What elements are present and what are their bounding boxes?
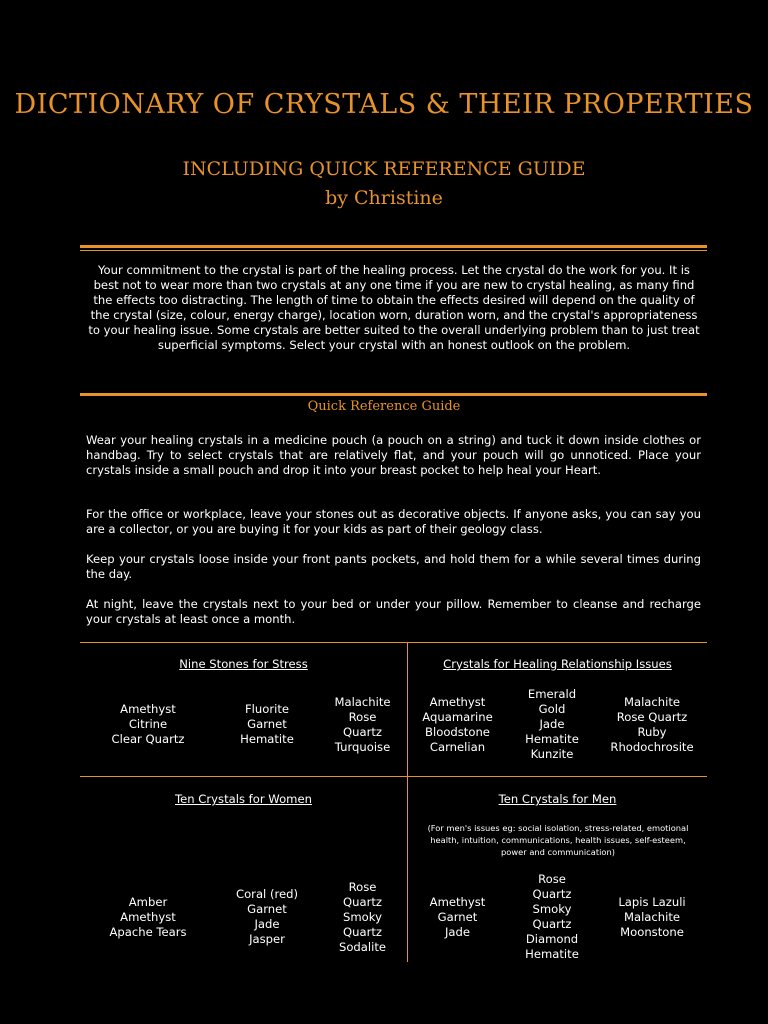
crystal-name: Garnet [437, 909, 478, 924]
divider-top-thin [80, 250, 707, 251]
women-col-3 [320, 872, 405, 962]
crystal-name: Apache Tears [109, 924, 187, 939]
crystal-name: Fluorite [245, 702, 289, 716]
crystal-name: Jade [539, 717, 565, 731]
wear-paragraph [86, 433, 701, 478]
table-top-rule [80, 642, 707, 643]
night-paragraph [86, 597, 701, 627]
night-lead: At night, [86, 597, 137, 611]
crystal-name: Diamond [525, 932, 579, 946]
crystal-name: Bloodstone [425, 724, 490, 739]
crystal-name: Garnet [247, 717, 287, 731]
office-lead: For the office or workplace [86, 507, 243, 521]
crystal-name: Smoky [532, 902, 572, 916]
crystal-name: Rhodochrosite [610, 739, 694, 754]
crystal-name: Clear Quartz [111, 732, 185, 746]
crystal-name: Aquamarine [422, 709, 493, 724]
crystal-name: Turquoise [334, 739, 391, 754]
crystal-name: Ruby [637, 724, 667, 739]
women-col-1 [88, 872, 208, 962]
crystal-name: Moonstone [620, 924, 684, 939]
crystal-name: Rose [348, 879, 377, 894]
crystal-name: Rose Quartz [616, 709, 688, 724]
page-title: DICTIONARY OF CRYSTALS & THEIR PROPERTIES [14, 89, 754, 120]
men-heading: Ten Crystals for Men [498, 792, 617, 806]
crystal-name: Gold [538, 702, 566, 716]
women-col-2 [212, 872, 322, 962]
crystal-name: Hematite [525, 732, 579, 746]
stress-col-1 [88, 687, 208, 762]
crystal-name: Amethyst [429, 894, 486, 909]
crystal-name: Quartz [532, 917, 572, 931]
pocket-paragraph: Keep your crystals loose inside your front pants pockets, and hold them for a while several times during the day. [86, 552, 701, 581]
wear-lead: Wear [86, 433, 116, 447]
author-line: by Christine [325, 187, 443, 209]
relationship-heading: Crystals for Healing Relationship Issues [443, 657, 672, 671]
intro-paragraph: Your commitment to the crystal is part of the healing process. Let the crystal do the work for you. It is best not to wear more than two crystals at any one time if you are new to crystal healing, as many find the effects too distracting. The length of time to obtain the effects desired will depend on the quality of the crystal (size, colour, energy charge), location worn, duration worn, and the crystal's appropriateness to your healing issue. Some crystals are better suited to the overall underlying problem than to just treat superficial symptoms. Select your crystal with an honest outlook on the problem. [88, 263, 700, 352]
men-note: (For men's issues eg: social isolation, stress-related, emotional health, intuition, communications, health issues, self-esteem, power and communication) [427, 823, 689, 857]
stress-heading: Nine Stones for Stress [179, 657, 308, 671]
table-middle-rule [80, 776, 707, 777]
crystal-name: Hematite [525, 947, 579, 961]
crystal-name: Emerald [527, 687, 577, 701]
crystal-name: Hematite [240, 732, 294, 746]
crystal-name: Malachite [334, 694, 391, 709]
crystal-name: Jade [444, 924, 471, 939]
crystal-name: Amber [128, 894, 168, 909]
crystal-name: Jasper [249, 932, 285, 946]
relationship-col-3 [598, 687, 706, 762]
guide-heading: Quick Reference Guide [307, 399, 461, 414]
crystal-name: Quartz [343, 924, 382, 939]
crystal-name: Citrine [128, 717, 168, 731]
crystal-name: Coral (red) [235, 887, 299, 901]
women-heading: Ten Crystals for Women [175, 792, 312, 806]
divider-top [80, 245, 707, 248]
crystal-name: Carnelian [429, 739, 486, 754]
crystal-name: Sodalite [338, 939, 387, 954]
crystal-name: Quartz [343, 724, 382, 739]
wear-text: your healing crystals in a medicine pouch (a pouch on a string) and tuck it down inside clothes or handbag. Try to select crystals that are relatively flat, and your pouch will go unnoticed. Place your crystals inside a small pouch and drop it into your breast pocket to help heal your Heart. [86, 433, 701, 477]
relationship-col-1 [410, 687, 505, 762]
crystal-name: Malachite [623, 694, 681, 709]
crystal-name: Jade [254, 917, 280, 931]
crystal-name: Quartz [532, 887, 572, 901]
men-col-3 [598, 872, 706, 962]
crystal-name: Rose [538, 872, 566, 886]
crystal-name: Amethyst [429, 694, 486, 709]
crystal-name: Smoky [343, 909, 382, 924]
night-text: leave the crystals next to your bed or under your pillow. Remember to cleanse and recharge your crystals at least once a month. [86, 597, 701, 626]
crystal-name: Lapis Lazuli [618, 894, 686, 909]
office-text: , leave your stones out as decorative objects. If anyone asks, you can say you are a collector, or you are buying it for your kids as part of their geology class. [86, 507, 701, 536]
divider-guide [80, 393, 707, 396]
men-col-2 [508, 872, 596, 962]
relationship-col-2 [508, 687, 596, 762]
stress-col-2 [212, 687, 322, 762]
crystal-name: Quartz [343, 894, 382, 909]
stress-col-3 [320, 687, 405, 762]
crystal-name: Rose [348, 709, 377, 724]
men-col-1 [410, 872, 505, 962]
crystal-name: Kunzite [530, 747, 574, 761]
page-subtitle: INCLUDING QUICK REFERENCE GUIDE [182, 158, 586, 180]
crystal-name: Garnet [247, 902, 287, 916]
crystal-name: Amethyst [120, 909, 176, 924]
crystal-name: Amethyst [120, 702, 176, 716]
office-paragraph [86, 507, 701, 537]
crystal-name: Malachite [623, 909, 681, 924]
